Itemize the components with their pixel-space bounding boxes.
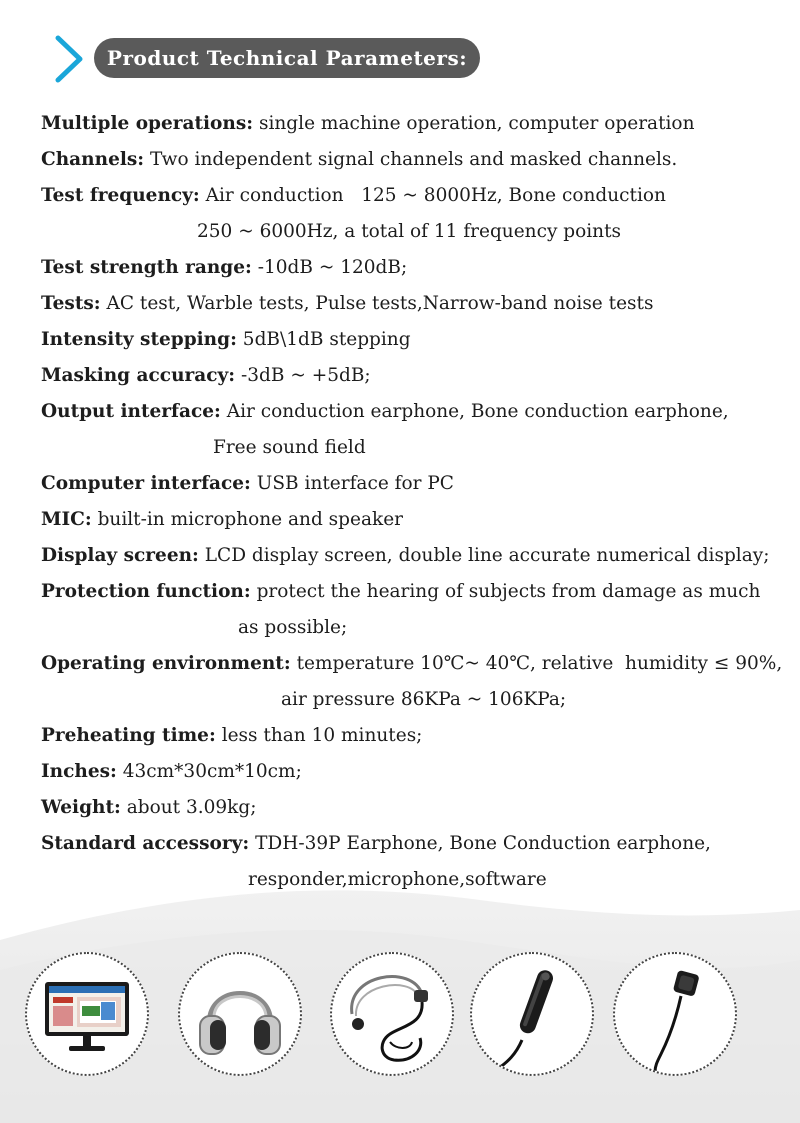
param-row <box>41 790 781 826</box>
param-value: AC test, Warble tests, Pulse tests,Narrow-band noise tests <box>106 293 654 314</box>
param-continuation <box>41 610 781 646</box>
param-label: Channels: <box>41 149 145 170</box>
accessory-item <box>613 952 737 1076</box>
param-row <box>41 250 781 286</box>
param-row <box>41 394 781 430</box>
responder-handle-icon <box>472 954 592 1074</box>
param-label: Protection function: <box>41 581 251 602</box>
param-value: temperature 10℃~ 40℃, relative humidity ≤ 90%, <box>296 653 783 674</box>
accessory-icons <box>0 952 800 1092</box>
page-header <box>0 0 800 120</box>
param-row <box>41 718 781 754</box>
bone-conduction-headband-icon <box>332 954 452 1074</box>
param-row <box>41 538 781 574</box>
param-continuation <box>41 430 781 466</box>
param-row <box>41 286 781 322</box>
param-row <box>41 142 781 178</box>
param-value: Air conduction earphone, Bone conduction earphone, <box>226 401 729 422</box>
accessory-item <box>330 952 454 1076</box>
param-value-continued: responder,microphone,software <box>248 869 547 890</box>
param-value: Two independent signal channels and masked channels. <box>150 149 678 170</box>
param-value: about 3.09kg; <box>126 797 257 818</box>
param-row <box>41 106 781 142</box>
param-value-continued: Free sound field <box>213 437 366 458</box>
param-label: Inches: <box>41 761 117 782</box>
param-label: Masking accuracy: <box>41 365 236 386</box>
param-row <box>41 358 781 394</box>
param-value: LCD display screen, double line accurate numerical display; <box>204 545 770 566</box>
param-label: Operating environment: <box>41 653 291 674</box>
param-value: -3dB ~ +5dB; <box>241 365 371 386</box>
param-value-continued: as possible; <box>238 617 348 638</box>
param-value: Air conduction 125 ~ 8000Hz, Bone conduction <box>205 185 666 206</box>
param-value: USB interface for PC <box>256 473 454 494</box>
param-label: Test frequency: <box>41 185 200 206</box>
section-title: Product Technical Parameters: <box>94 38 480 78</box>
param-value: TDH-39P Earphone, Bone Conduction earphone, <box>255 833 711 854</box>
param-label: Output interface: <box>41 401 221 422</box>
param-label: Display screen: <box>41 545 199 566</box>
param-row <box>41 178 781 214</box>
param-row <box>41 646 781 682</box>
param-row <box>41 322 781 358</box>
parameter-list <box>41 106 781 898</box>
chevron-right-icon <box>52 34 88 84</box>
accessory-item <box>178 952 302 1076</box>
param-label: Weight: <box>41 797 121 818</box>
param-value: protect the hearing of subjects from damage as much <box>256 581 761 602</box>
param-value: built-in microphone and speaker <box>97 509 403 530</box>
param-label: Standard accessory: <box>41 833 250 854</box>
param-label: Computer interface: <box>41 473 251 494</box>
param-row <box>41 574 781 610</box>
param-value: 43cm*30cm*10cm; <box>122 761 302 782</box>
param-value: 5dB\1dB stepping <box>242 329 411 350</box>
param-label: Intensity stepping: <box>41 329 237 350</box>
param-row <box>41 502 781 538</box>
param-label: Multiple operations: <box>41 113 254 134</box>
param-continuation <box>41 214 781 250</box>
param-row <box>41 466 781 502</box>
accessory-item <box>25 952 149 1076</box>
param-row <box>41 754 781 790</box>
headphones-icon <box>180 954 300 1074</box>
monitor-icon <box>27 954 147 1074</box>
accessory-item <box>470 952 594 1076</box>
param-label: Tests: <box>41 293 101 314</box>
param-label: Preheating time: <box>41 725 216 746</box>
param-label: MIC: <box>41 509 92 530</box>
param-value: single machine operation, computer operation <box>258 113 695 134</box>
param-row <box>41 826 781 862</box>
param-label: Test strength range: <box>41 257 252 278</box>
microphone-icon <box>615 954 735 1074</box>
param-value-continued: 250 ~ 6000Hz, a total of 11 frequency points <box>197 221 622 242</box>
param-value: -10dB ~ 120dB; <box>257 257 408 278</box>
param-continuation <box>41 682 781 718</box>
param-value: less than 10 minutes; <box>221 725 423 746</box>
param-value-continued: air pressure 86KPa ~ 106KPa; <box>281 689 567 710</box>
